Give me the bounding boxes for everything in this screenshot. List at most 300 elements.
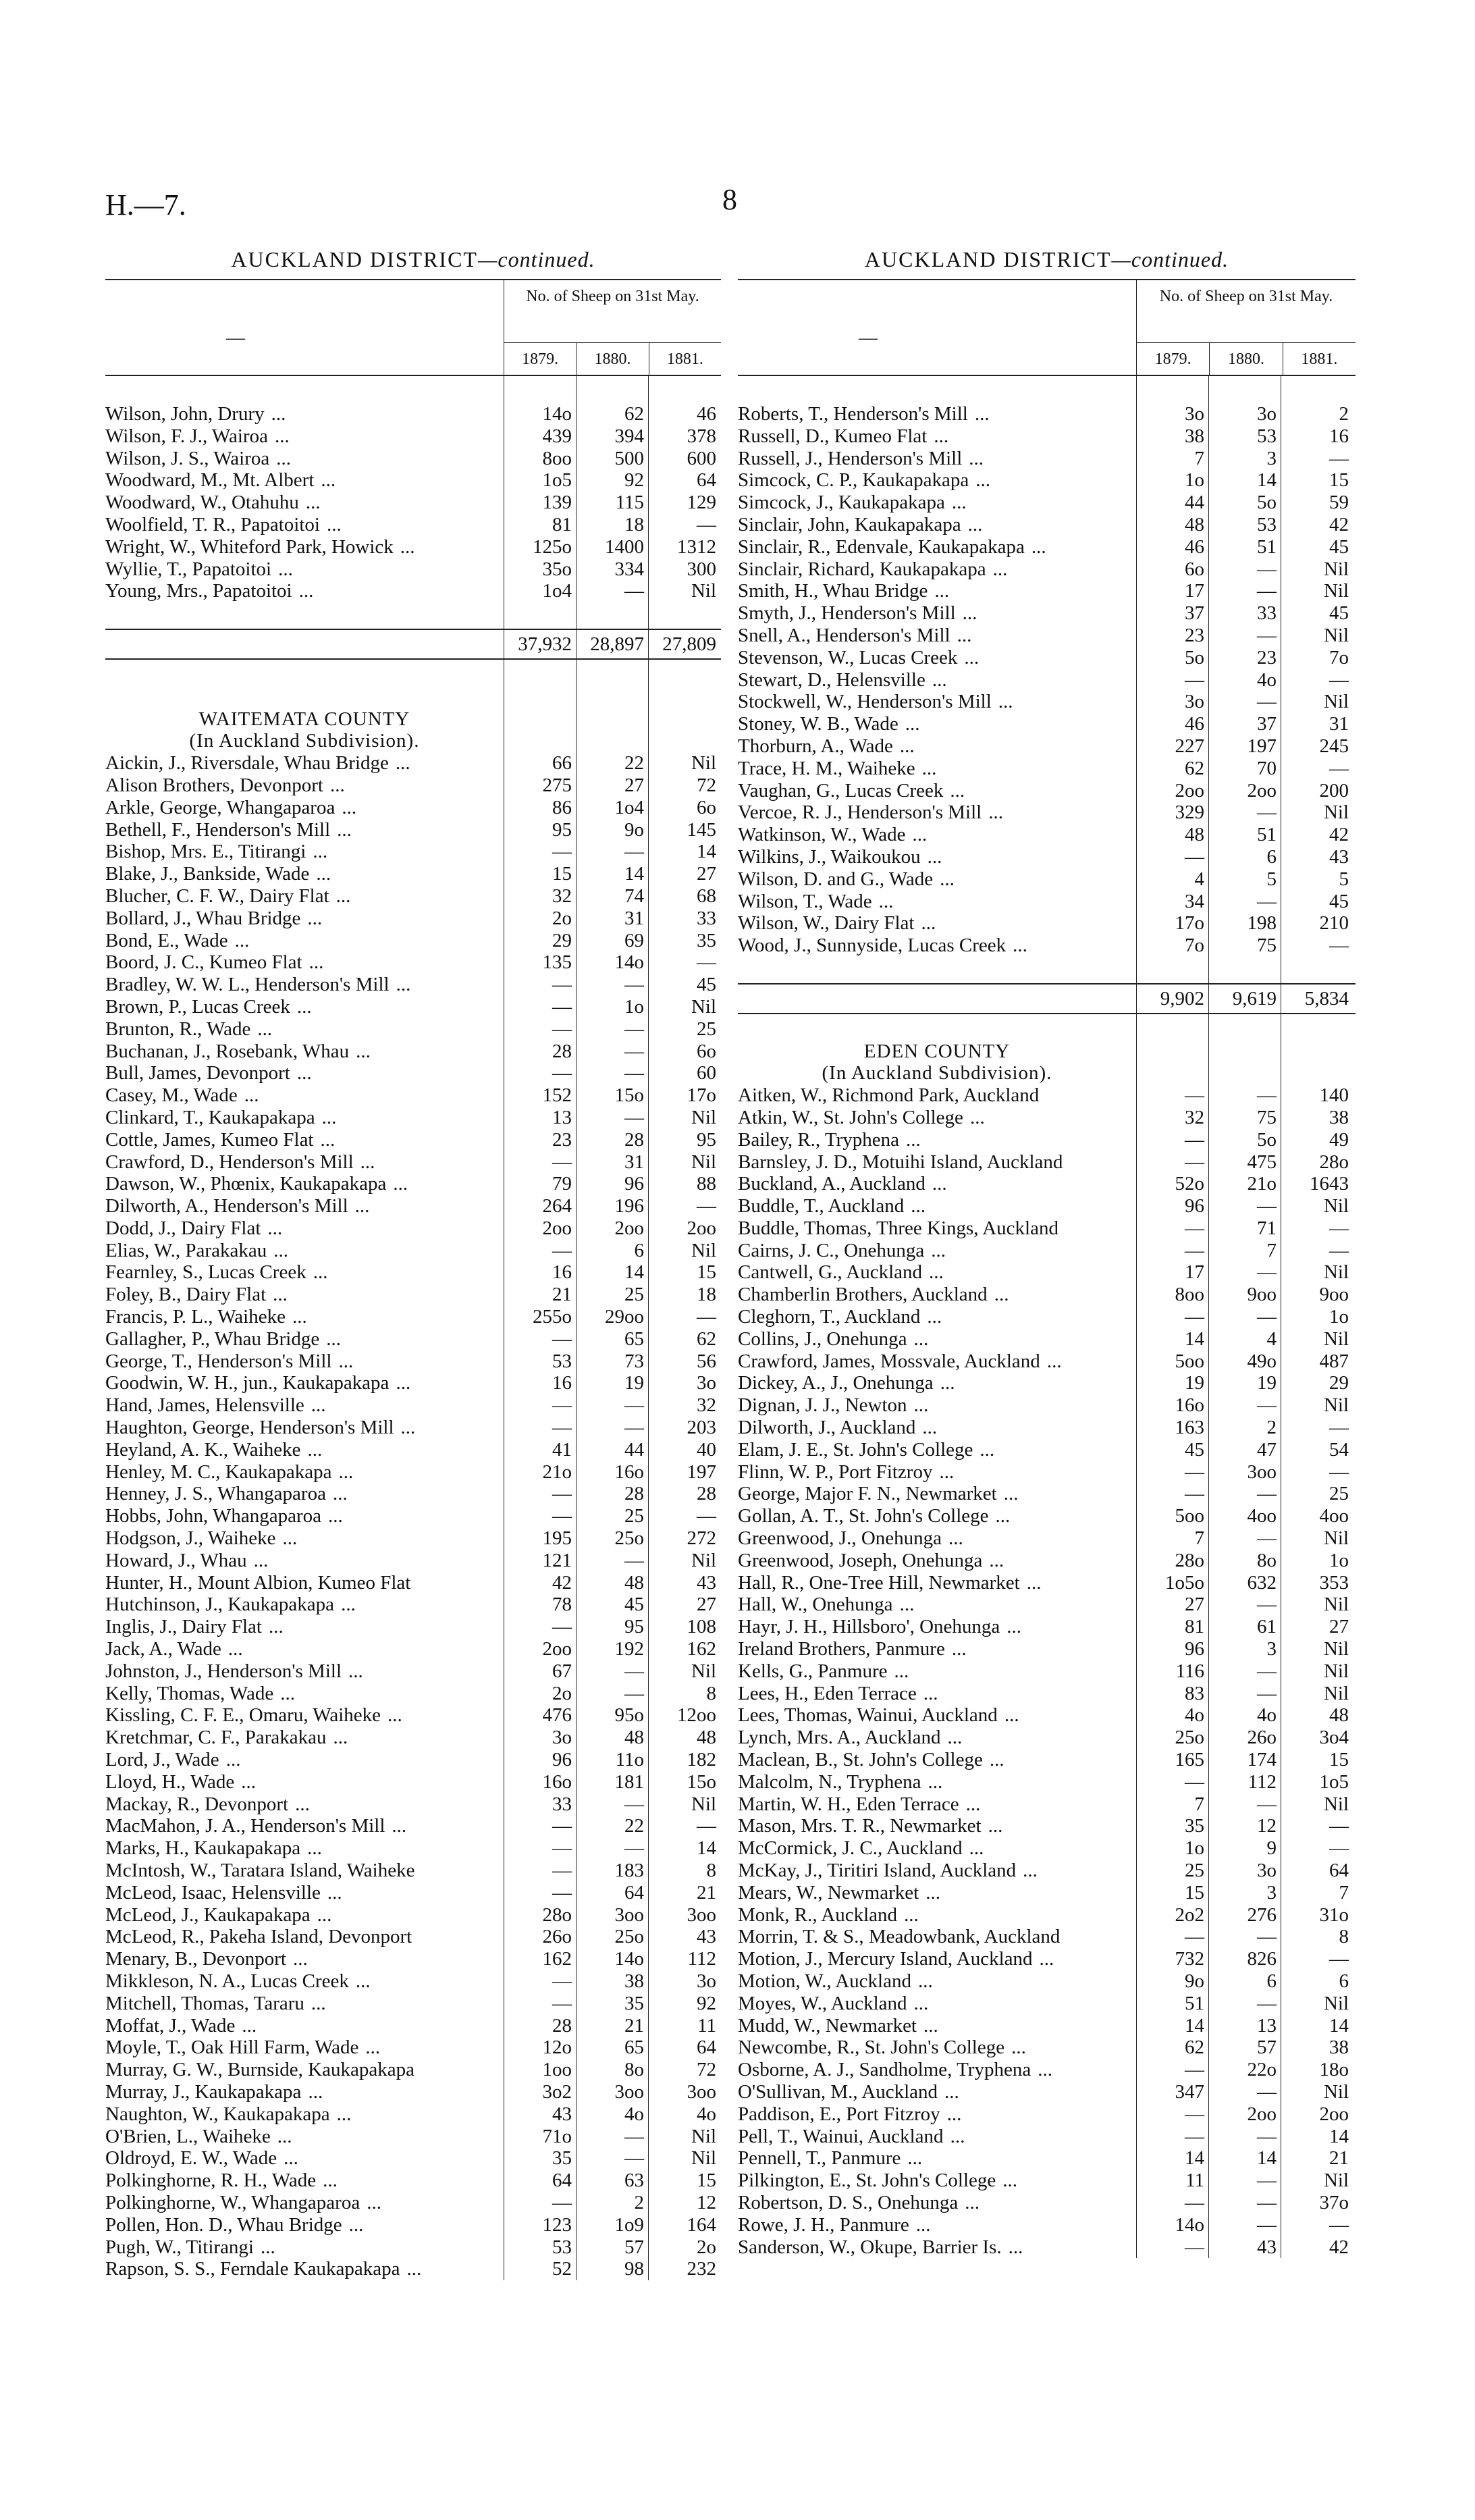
- owner-cell: [105, 1394, 504, 1417]
- owner-cell: [105, 492, 504, 514]
- leader-dots: ...: [927, 845, 942, 868]
- owner-name: Wilson, F. J., Wairoa: [105, 425, 268, 447]
- owner-name: Flinn, W. P., Port Fitzroy: [738, 1461, 933, 1483]
- owner-cell: [738, 1240, 1136, 1262]
- sheep-count: 56: [697, 1350, 716, 1372]
- owner-name: Martin, W. H., Eden Terrace: [738, 1793, 959, 1815]
- owner-cell: [738, 1727, 1136, 1749]
- sheep-count: 2o2: [1175, 1904, 1204, 1926]
- sheep-count: —: [624, 1106, 644, 1128]
- sheep-count: Nil: [1323, 1527, 1349, 1550]
- section-heading-text: (In Auckland Subdivision).: [189, 730, 420, 752]
- sheep-count: —: [1257, 1660, 1277, 1682]
- table-row: [105, 1926, 721, 1948]
- owner-cell: [105, 1771, 504, 1793]
- sheep-count: 5: [1266, 868, 1277, 890]
- table-row: [105, 1505, 721, 1527]
- sheep-count: 31o: [1319, 1904, 1349, 1926]
- sheep-count: 63: [624, 2170, 644, 2192]
- leader-dots: ...: [365, 2037, 381, 2059]
- sheep-count: 8oo: [542, 447, 572, 469]
- sheep-count: 1o4: [614, 796, 644, 818]
- owner-name: Hunter, H., Mount Albion, Kumeo Flat: [105, 1571, 411, 1594]
- table-row: [105, 1572, 721, 1594]
- sheep-count: 192: [614, 1638, 644, 1660]
- leader-dots: ...: [957, 624, 972, 646]
- owner-name: Kissling, C. F. E., Omaru, Waiheke: [105, 1704, 381, 1727]
- table-row: [105, 1151, 721, 1174]
- table-row: [738, 2236, 1356, 2259]
- table-row: [105, 2214, 721, 2236]
- sheep-count: 42: [552, 1571, 572, 1594]
- sheep-count: 116: [1175, 1660, 1204, 1682]
- sheep-count: —: [552, 1417, 572, 1439]
- title-suffix: —continued.: [477, 247, 595, 271]
- leader-dots: ...: [307, 907, 323, 929]
- sheep-count: 31: [1329, 713, 1349, 735]
- sheep-count: Nil: [1323, 1682, 1349, 1704]
- owner-name: Howard, J., Whau: [105, 1549, 247, 1571]
- owner-cell: [105, 1417, 504, 1439]
- leader-dots: ...: [257, 1018, 273, 1040]
- owner-cell: [738, 1372, 1136, 1394]
- sheep-count: 14: [1329, 2014, 1349, 2037]
- owner-name: Goodwin, W. H., jun., Kaukapakapa: [105, 1372, 390, 1394]
- leader-dots: ...: [367, 2191, 381, 2213]
- sheep-count: 33: [552, 1793, 572, 1815]
- blank-row: [105, 686, 721, 708]
- sheep-count: 64: [697, 2037, 716, 2059]
- sheep-count: —: [1185, 1770, 1204, 1793]
- owner-name: Russell, D., Kumeo Flat: [738, 425, 928, 447]
- owner-cell: [105, 514, 504, 536]
- table-row: [105, 580, 721, 602]
- leader-dots: ...: [396, 974, 411, 996]
- owner-name: Bethell, F., Henderson's Mill: [105, 818, 331, 841]
- sheep-count: Nil: [1323, 691, 1349, 713]
- sheep-count: 27: [1329, 1616, 1349, 1638]
- sheep-count: 1o4: [542, 580, 572, 602]
- owner-name: Dilworth, J., Auckland: [738, 1417, 916, 1439]
- table-row: [105, 1793, 721, 1816]
- leader-dots: ...: [1023, 1860, 1038, 1881]
- sheep-count: —: [552, 1970, 572, 1992]
- owner-name: Lloyd, H., Wade: [105, 1770, 235, 1793]
- leader-dots: ...: [392, 1815, 407, 1837]
- sheep-count: —: [624, 1793, 644, 1815]
- sheep-count: 35: [697, 929, 716, 951]
- sheep-count: 15: [1185, 1881, 1204, 1904]
- owner-name: McLeod, J., Kaukapakapa: [105, 1904, 311, 1926]
- table-row: [105, 797, 721, 819]
- table-row: [105, 1882, 721, 1904]
- sheep-count: 17: [1185, 580, 1204, 602]
- leader-dots: ...: [923, 1682, 938, 1704]
- sheep-count: 195: [542, 1527, 572, 1550]
- owner-name: Wood, J., Sunnyside, Lucas Creek: [738, 935, 1007, 957]
- sheep-count: 7: [1266, 1239, 1277, 1261]
- owner-cell: [738, 2192, 1136, 2214]
- sheep-count: 112: [1248, 1770, 1277, 1793]
- table-row: [105, 1041, 721, 1063]
- sheep-count: 33: [1257, 602, 1277, 625]
- table-row: [738, 625, 1356, 647]
- owner-name: Hobbs, John, Whangaparoa: [105, 1505, 322, 1527]
- sheep-count: 1o: [1185, 469, 1204, 492]
- owner-cell: [738, 1660, 1136, 1683]
- sheep-count: —: [1185, 1239, 1204, 1261]
- owner-cell: [738, 1417, 1136, 1439]
- owner-name: Dignan, J. J., Newton: [738, 1394, 907, 1417]
- owner-cell: [738, 1461, 1136, 1484]
- owner-name: Smith, H., Whau Bridge: [738, 580, 928, 602]
- sheep-count: 23: [1185, 624, 1204, 646]
- sheep-count: 65: [624, 1328, 644, 1350]
- owner-cell: [105, 1084, 504, 1107]
- table-row: [738, 2170, 1356, 2192]
- sheep-count: 4o: [1257, 1704, 1277, 1727]
- owner-cell: [738, 403, 1136, 425]
- owner-name: Henney, J. S., Whangaparoa: [105, 1483, 326, 1505]
- table-row: [105, 775, 721, 797]
- sheep-count: 329: [1175, 802, 1204, 824]
- owner-name: Simcock, J., Kaukapakapa: [738, 492, 945, 514]
- owner-name: Aickin, J., Riversdale, Whau Bridge: [105, 752, 389, 775]
- owner-name: Hand, James, Helensville: [105, 1394, 304, 1417]
- sheep-count: 49o: [1247, 1350, 1277, 1372]
- owner-name: Alison Brothers, Devonport: [105, 774, 323, 796]
- table-row: [738, 1572, 1356, 1594]
- leader-dots: ...: [336, 885, 351, 907]
- table-row: [738, 1749, 1356, 1771]
- owner-cell: [738, 1860, 1136, 1882]
- sheep-count: —: [1257, 1926, 1277, 1948]
- table-row: [738, 403, 1356, 425]
- owner-name: Pilkington, E., St. John's College: [738, 2170, 996, 2192]
- owner-name: Elias, W., Parakakau: [105, 1239, 267, 1261]
- owner-name: Casey, M., Wade: [105, 1084, 238, 1107]
- leader-dots: ...: [292, 1306, 307, 1328]
- sheep-count: 28: [552, 2014, 572, 2037]
- table-row: [105, 930, 721, 952]
- owner-cell: [105, 1173, 504, 1195]
- sheep-count: 96: [1185, 1195, 1204, 1217]
- table-row: [105, 1860, 721, 1882]
- sheep-count: 108: [687, 1616, 716, 1638]
- leader-dots: ...: [907, 2147, 923, 2170]
- sheep-count: 27: [697, 1594, 716, 1616]
- year-header: 1879.: [522, 350, 559, 368]
- leader-dots: ...: [242, 2014, 257, 2037]
- table-row: [105, 1461, 721, 1484]
- owner-name: Newcombe, R., St. John's College: [738, 2037, 1005, 2059]
- owner-cell: [105, 2192, 504, 2214]
- sheep-count: 51: [1257, 824, 1277, 846]
- leader-dots: ...: [989, 1749, 1004, 1771]
- sheep-count: 88: [697, 1173, 716, 1195]
- sheep-count: 3o: [552, 1727, 572, 1749]
- owner-name: Thorburn, A., Wade: [738, 735, 893, 757]
- leader-dots: ...: [913, 1394, 929, 1417]
- owner-cell: [105, 630, 504, 658]
- owner-cell: [738, 1683, 1136, 1705]
- sheep-count: 37o: [1319, 2191, 1349, 2213]
- leader-dots: ...: [308, 2080, 323, 2103]
- owner-name: Brown, P., Lucas Creek: [105, 995, 290, 1018]
- table-row: [105, 1815, 721, 1837]
- owner-cell: [105, 930, 504, 952]
- sheep-count: 232: [687, 2258, 716, 2280]
- owner-cell: [105, 1970, 504, 1993]
- leader-dots: ...: [296, 995, 312, 1018]
- owner-name: Collins, J., Onehunga: [738, 1328, 907, 1350]
- owner-name: Smyth, J., Henderson's Mill: [738, 602, 956, 625]
- sheep-count: 26o: [542, 1926, 572, 1948]
- owner-cell: [738, 1527, 1136, 1550]
- owner-cell: [105, 536, 504, 558]
- table-row: [105, 469, 721, 492]
- owner-cell: [738, 2236, 1136, 2259]
- year-headers: [504, 342, 721, 375]
- sheep-count: 3oo: [687, 1904, 716, 1926]
- sheep-count: Nil: [1323, 802, 1349, 824]
- right-column: [738, 240, 1356, 2258]
- sheep-count: Nil: [1323, 1394, 1349, 1417]
- sheep-count: —: [697, 1815, 716, 1837]
- table-row: [105, 425, 721, 448]
- leader-dots: ...: [899, 1594, 915, 1616]
- leader-dots: ...: [921, 912, 936, 935]
- sheep-count: 38: [624, 1970, 644, 1992]
- owner-name: Motion, W., Auckland: [738, 1970, 911, 1992]
- sheep-count: —: [1257, 1394, 1277, 1417]
- sheep-count: 51: [1185, 1992, 1204, 2014]
- leader-dots: ...: [1007, 1616, 1022, 1638]
- leader-dots: ...: [974, 403, 990, 425]
- sheep-count: —: [624, 1394, 644, 1417]
- sheep-count: 21: [697, 1881, 716, 1904]
- table-row: [738, 758, 1356, 780]
- sheep-count: —: [1257, 691, 1277, 713]
- owner-cell: [738, 1284, 1136, 1306]
- sheep-count: 22: [624, 752, 644, 775]
- sheep-count: 5: [1339, 868, 1349, 890]
- sheep-count: 1312: [677, 535, 716, 558]
- owner-name: George, Major F. N., Newmarket: [738, 1483, 997, 1505]
- sheep-count: 72: [697, 774, 716, 796]
- sheep-count: 32: [697, 1394, 716, 1417]
- sheep-count: —: [552, 1062, 572, 1084]
- table-row: [738, 735, 1356, 758]
- owner-name: Pennell, T., Panmure: [738, 2147, 901, 2170]
- table-row: [738, 1107, 1356, 1129]
- sheep-count: 1o5: [1319, 1770, 1349, 1793]
- sheep-count: 1400: [605, 535, 644, 558]
- leader-dots: ...: [234, 929, 250, 951]
- sheep-count: —: [624, 1062, 644, 1084]
- sheep-count: 14: [1257, 2147, 1277, 2170]
- sheep-count: 200: [1319, 779, 1349, 802]
- sheep-count: 3o: [697, 1372, 716, 1394]
- sheep-count: 86: [552, 796, 572, 818]
- sheep-count: 75: [1257, 1106, 1277, 1128]
- owner-cell: [105, 2037, 504, 2059]
- owner-name: Buchanan, J., Rosebank, Whau: [105, 1040, 350, 1062]
- owner-cell: [105, 1616, 504, 1638]
- owner-name: Francis, P. L., Waiheke: [105, 1306, 286, 1328]
- sheep-count: —: [1329, 1948, 1349, 1970]
- table-row: [105, 1018, 721, 1041]
- sheep-count: 32: [1185, 1106, 1204, 1128]
- owner-cell: [105, 1550, 504, 1572]
- sheep-count: 7: [1194, 1793, 1204, 1815]
- table-row: [105, 885, 721, 908]
- table-row: [738, 1350, 1356, 1373]
- sheep-count: 2oo: [542, 1638, 572, 1660]
- sheep-count: —: [1257, 1195, 1277, 1217]
- sheep-count: 3: [1266, 1881, 1277, 1904]
- owner-name: Cairns, J. C., Onehunga: [738, 1239, 925, 1261]
- sheep-count: 11: [697, 2014, 716, 2037]
- leader-dots: ...: [921, 757, 937, 779]
- leader-dots: ...: [355, 1970, 371, 1992]
- sheep-count: 38: [1329, 1106, 1349, 1128]
- owner-name: Stewart, D., Helensville: [738, 668, 926, 691]
- sheep-count: 12o: [542, 2037, 572, 2059]
- sheep-count: 1o: [1329, 1549, 1349, 1571]
- owner-name: Lees, Thomas, Wainui, Auckland: [738, 1704, 998, 1727]
- year-headers: [1137, 342, 1356, 375]
- leader-dots: ...: [1039, 1948, 1054, 1970]
- leader-dots: ...: [995, 1505, 1011, 1527]
- sheep-count: —: [1185, 2125, 1204, 2147]
- sheep-count: 29: [552, 929, 572, 951]
- table-row: [105, 1372, 721, 1394]
- owner-cell: [105, 2258, 504, 2280]
- sheep-count: —: [624, 1018, 644, 1040]
- owner-cell: [105, 885, 504, 908]
- table-row: [738, 846, 1356, 868]
- owner-name: Naughton, W., Kaukapakapa: [105, 2103, 330, 2125]
- sheep-count: 71o: [542, 2125, 572, 2147]
- owner-cell: [738, 1550, 1136, 1572]
- sheep-count: 21o: [1247, 1173, 1277, 1195]
- table-row: [105, 1306, 721, 1328]
- sheep-count: Nil: [1323, 1328, 1349, 1350]
- sheep-count: Nil: [1323, 1660, 1349, 1682]
- sheep-count: 2: [1266, 1417, 1277, 1439]
- owner-name: Polkinghorne, W., Whangaparoa: [105, 2191, 360, 2213]
- owner-name: Atkin, W., St. John's College: [738, 1106, 963, 1128]
- owner-cell: [738, 824, 1136, 846]
- owner-name: Russell, J., Henderson's Mill: [738, 447, 963, 469]
- sheep-count: 42: [1329, 824, 1349, 846]
- owner-cell: [738, 985, 1136, 1013]
- table-row: [105, 1727, 721, 1749]
- sheep-count: 183: [614, 1860, 644, 1881]
- sheep-header-group: [504, 280, 721, 375]
- owner-name: O'Brien, L., Waiheke: [105, 2125, 271, 2147]
- owner-name: Moyle, T., Oak Hill Farm, Wade: [105, 2037, 359, 2059]
- sheep-count: 7: [1194, 447, 1204, 469]
- sheep-count: —: [624, 974, 644, 996]
- leader-dots: ...: [273, 1239, 288, 1261]
- owner-cell: [105, 469, 504, 492]
- sheep-count: 38: [1329, 2037, 1349, 2059]
- sheep-count: 1o: [1185, 1837, 1204, 1860]
- sheep-count-header: No. of Sheep on 31st May.: [1159, 288, 1333, 305]
- total-value: 37,932: [518, 633, 572, 655]
- table-row: [105, 1417, 721, 1439]
- owner-name: Arkle, George, Whangaparoa: [105, 796, 336, 818]
- owner-name: Moffat, J., Wade: [105, 2014, 236, 2037]
- sheep-count: 182: [687, 1749, 716, 1771]
- sheep-count: 196: [614, 1195, 644, 1217]
- table-row: [738, 1151, 1356, 1174]
- sheep-count: —: [1257, 2080, 1277, 2103]
- table-row: [738, 912, 1356, 935]
- sheep-count: 476: [542, 1704, 572, 1727]
- total-value: 27,809: [662, 633, 716, 655]
- sheep-count: 43: [1257, 2236, 1277, 2258]
- sheep-count: Nil: [691, 1151, 716, 1173]
- leader-dots: ...: [923, 2014, 938, 2037]
- sheep-count: 4o: [624, 2103, 644, 2125]
- sheep-count: 61: [1257, 1616, 1277, 1638]
- owner-cell: [105, 1727, 504, 1749]
- sheep-count: 14: [1185, 1328, 1204, 1350]
- sheep-count: 14: [624, 1261, 644, 1284]
- leader-dots: ...: [313, 1261, 328, 1284]
- sheep-count: 53: [1257, 513, 1277, 535]
- sheep-count: —: [624, 1837, 644, 1860]
- sheep-count: 14: [1257, 469, 1277, 492]
- sheep-count: 275: [542, 774, 572, 796]
- sheep-count: Nil: [1323, 1992, 1349, 2014]
- sheep-count: 3o4: [1319, 1727, 1349, 1749]
- table-row: [105, 514, 721, 536]
- owner-cell: [105, 1683, 504, 1705]
- sheep-count: 81: [552, 513, 572, 535]
- sheep-count: 3: [1266, 447, 1277, 469]
- table-row: [105, 1771, 721, 1793]
- sheep-count: —: [1329, 1217, 1349, 1239]
- table-row: [105, 1284, 721, 1306]
- owner-cell: [105, 2059, 504, 2081]
- owner-name: Maclean, B., St. John's College: [738, 1749, 983, 1771]
- owner-name: Fearnley, S., Lucas Creek: [105, 1261, 306, 1284]
- sheep-count: 2oo: [1247, 2103, 1277, 2125]
- owner-name: Wilson, W., Dairy Flat: [738, 912, 915, 935]
- leader-dots: ...: [311, 1394, 326, 1417]
- table-row: [105, 819, 721, 841]
- sheep-count: —: [552, 1394, 572, 1417]
- owner-name: Cottle, James, Kumeo Flat: [105, 1128, 314, 1151]
- leader-dots: ...: [276, 447, 292, 469]
- sheep-count: 1o5: [542, 469, 572, 492]
- sheep-count: 92: [624, 469, 644, 492]
- sheep-count: 53: [552, 2236, 572, 2258]
- table-row: [105, 2081, 721, 2103]
- sheep-count: 2: [634, 2191, 644, 2213]
- leader-dots: ...: [913, 1328, 929, 1350]
- table-row: [105, 1350, 721, 1373]
- sheep-count: 26o: [1247, 1727, 1277, 1749]
- sheep-count: 21: [1329, 2147, 1349, 2170]
- sheep-count: 2: [1339, 403, 1349, 425]
- sheep-count: 75: [1257, 935, 1277, 957]
- sheep-count: 3oo: [614, 2080, 644, 2103]
